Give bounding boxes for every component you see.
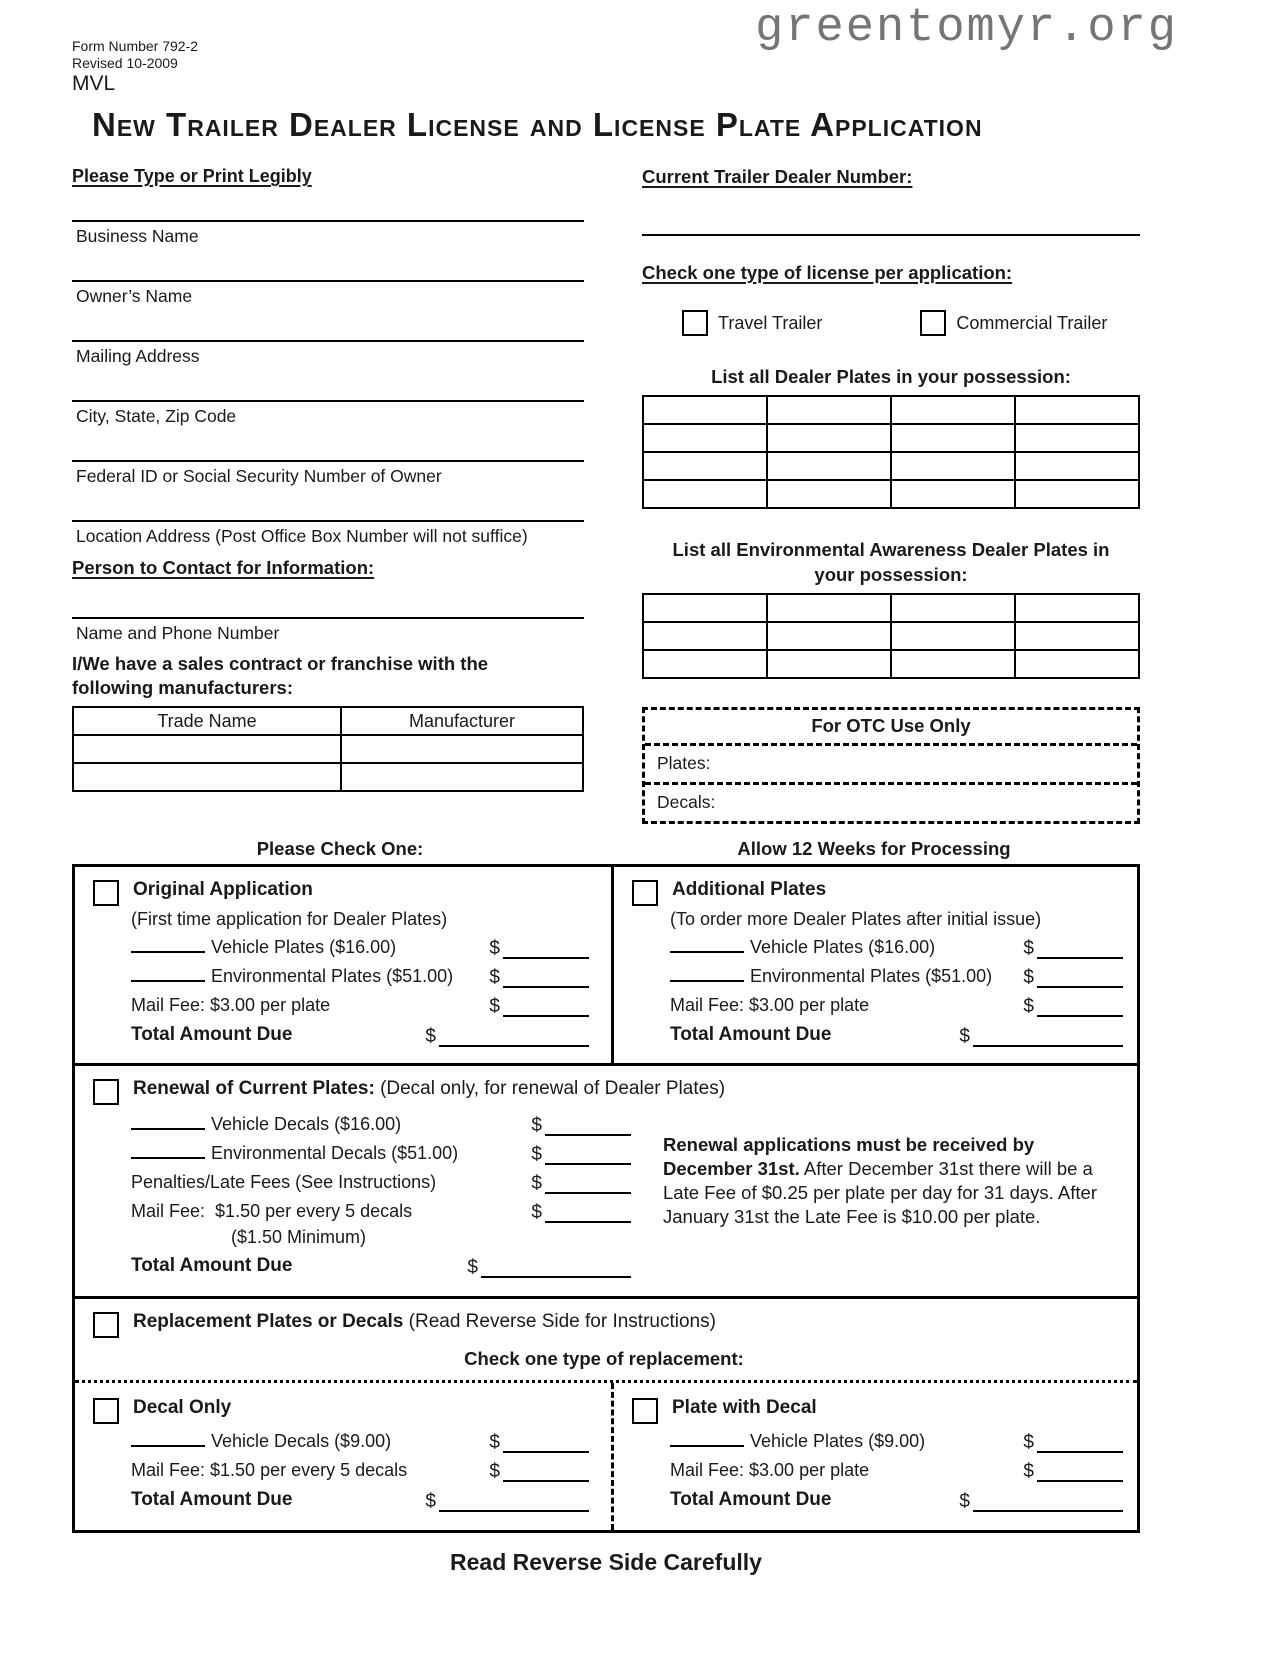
manufacturer-cell[interactable] <box>341 735 583 763</box>
plate-with-decal-title: Plate with Decal <box>672 1397 817 1418</box>
additional-vehicle-plates-amount[interactable] <box>1037 942 1123 959</box>
decal-only-title: Decal Only <box>133 1397 232 1418</box>
renewal-deadline-notice <box>663 1133 1123 1278</box>
renewal-total-label: Total Amount Due <box>131 1255 293 1276</box>
commercial-trailer-option <box>920 310 1107 336</box>
city-state-zip-label: City, State, Zip Code <box>76 406 237 426</box>
dealer-plates-table <box>642 395 1140 509</box>
environmental-plates-heading: List all Environmental Awareness Dealer Plates in your possession: <box>672 539 1110 585</box>
replacement-subtitle: (Read Reverse Side for Instructions) <box>408 1311 716 1332</box>
otc-plates-label: Plates: <box>657 753 711 773</box>
original-total-label: Total Amount Due <box>131 1024 293 1045</box>
plate-cell[interactable] <box>1015 424 1139 452</box>
contact-name-phone-field[interactable] <box>72 617 584 644</box>
plate-cell[interactable] <box>1015 594 1139 622</box>
plate-cell[interactable] <box>767 452 891 480</box>
dollar-sign: $ <box>1023 938 1034 959</box>
additional-environmental-plates-qty[interactable] <box>670 967 744 982</box>
dollar-sign: $ <box>531 1202 542 1223</box>
application-options-box <box>72 864 1140 1533</box>
dollar-sign: $ <box>489 996 500 1017</box>
otc-title: For OTC Use Only <box>645 710 1137 746</box>
renewal-fees <box>131 1107 631 1278</box>
additional-mail-fee-label: Mail Fee: $3.00 per plate <box>670 995 870 1015</box>
agency-abbreviation: MVL <box>72 72 116 95</box>
page-title: New Trailer Dealer License and License Plate Application <box>92 106 983 143</box>
original-total-amount[interactable] <box>439 1030 589 1047</box>
renewal-mail-fee-minimum: ($1.50 Minimum) <box>231 1227 367 1247</box>
renewal-penalties-amount[interactable] <box>545 1177 631 1194</box>
trade-name-cell[interactable] <box>73 763 341 791</box>
location-address-field[interactable] <box>72 520 584 547</box>
dollar-sign: $ <box>489 1461 500 1482</box>
mailing-address-label: Mailing Address <box>76 346 200 366</box>
franchise-statement: I/We have a sales contract or franchise with the following manufacturers: <box>72 653 489 698</box>
dollar-sign: $ <box>959 1026 970 1047</box>
dollar-sign: $ <box>489 1432 500 1453</box>
plate-cell[interactable] <box>1015 480 1139 508</box>
additional-total-label: Total Amount Due <box>670 1024 832 1045</box>
city-state-zip-field[interactable] <box>72 400 584 427</box>
otc-plates-row <box>645 746 1137 785</box>
manufacturer-header: Manufacturer <box>341 707 583 735</box>
dollar-sign: $ <box>1023 1432 1034 1453</box>
plate-cell[interactable] <box>1015 622 1139 650</box>
plate-cell[interactable] <box>1015 396 1139 424</box>
replacement-check-heading: Check one type of replacement: <box>464 1348 744 1369</box>
plate-with-decal-vehicle-plates-label: Vehicle Plates ($9.00) <box>750 1431 926 1451</box>
decal-only-vehicle-decals-label: Vehicle Decals ($9.00) <box>211 1431 392 1451</box>
renewal-total-amount[interactable] <box>481 1261 631 1278</box>
renewal-penalties-label: Penalties/Late Fees (See Instructions) <box>131 1172 437 1192</box>
dollar-sign: $ <box>467 1257 478 1278</box>
decal-only-mail-fee-amount[interactable] <box>503 1465 589 1482</box>
additional-plates-title: Additional Plates <box>672 879 827 900</box>
plate-with-decal-section <box>611 1383 1137 1530</box>
owner-name-field[interactable] <box>72 280 584 307</box>
commercial-trailer-label: Commercial Trailer <box>956 312 1108 333</box>
original-environmental-plates-qty[interactable] <box>131 967 205 982</box>
dollar-sign: $ <box>425 1491 436 1512</box>
manufacturer-table <box>72 706 584 792</box>
original-application-section <box>75 867 611 1063</box>
owner-name-label: Owner’s Name <box>76 286 193 306</box>
renewal-mail-fee-value: $1.50 per every 5 decals <box>215 1201 413 1221</box>
manufacturer-cell[interactable] <box>341 763 583 791</box>
original-application-subtitle: (First time application for Dealer Plates) <box>131 909 448 929</box>
table-row <box>73 735 583 763</box>
plate-with-decal-mail-fee-label: Mail Fee: $3.00 per plate <box>670 1460 870 1480</box>
plate-cell[interactable] <box>891 396 1015 424</box>
replacement-checkbox[interactable] <box>93 1312 119 1338</box>
decal-only-vehicle-decals-qty[interactable] <box>131 1432 205 1447</box>
renewal-environmental-decals-qty[interactable] <box>131 1144 205 1159</box>
plate-with-decal-vehicle-plates-qty[interactable] <box>670 1432 744 1447</box>
trade-name-header: Trade Name <box>73 707 341 735</box>
plate-cell[interactable] <box>767 424 891 452</box>
plate-cell[interactable] <box>891 480 1015 508</box>
plate-cell[interactable] <box>767 396 891 424</box>
replacement-title-line <box>133 1311 716 1333</box>
contact-heading: Person to Contact for Information: <box>72 557 375 578</box>
replacement-options-row <box>75 1383 1137 1530</box>
plate-cell[interactable] <box>767 594 891 622</box>
otc-decals-label: Decals: <box>657 792 716 812</box>
table-row <box>73 763 583 791</box>
plate-cell[interactable] <box>1015 650 1139 678</box>
plate-with-decal-mail-fee-amount[interactable] <box>1037 1465 1123 1482</box>
business-name-label: Business Name <box>76 226 199 246</box>
dollar-sign: $ <box>531 1173 542 1194</box>
renewal-notice-bold: Renewal applications must be received by December 31st. <box>663 1134 1035 1179</box>
decal-only-total-amount[interactable] <box>439 1495 589 1512</box>
renewal-subtitle: (Decal only, for renewal of Dealer Plates) <box>380 1078 726 1099</box>
original-application-checkbox[interactable] <box>93 880 119 906</box>
additional-plates-subtitle: (To order more Dealer Plates after initial issue) <box>670 909 1042 929</box>
location-address-label: Location Address (Post Office Box Number will not suffice) <box>76 526 528 546</box>
original-mail-fee-label: Mail Fee: $3.00 per plate <box>131 995 331 1015</box>
processing-note: Allow 12 Weeks for Processing <box>737 838 1011 859</box>
right-column <box>642 166 1140 824</box>
commercial-trailer-checkbox[interactable] <box>920 310 946 336</box>
plate-cell[interactable] <box>1015 452 1139 480</box>
dollar-sign: $ <box>425 1026 436 1047</box>
decal-only-checkbox[interactable] <box>93 1398 119 1424</box>
form-number: Form Number 792-2 <box>72 38 199 54</box>
mailing-address-field[interactable] <box>72 340 584 367</box>
plate-cell[interactable] <box>767 622 891 650</box>
otc-decals-row <box>645 785 1137 821</box>
license-type-options <box>682 310 1140 336</box>
original-vehicle-plates-qty[interactable] <box>131 938 205 953</box>
plate-cell[interactable] <box>891 424 1015 452</box>
additional-mail-fee-amount[interactable] <box>1037 1000 1123 1017</box>
plate-with-decal-checkbox[interactable] <box>632 1398 658 1424</box>
dollar-sign: $ <box>531 1144 542 1165</box>
renewal-title: Renewal of Current Plates: <box>133 1078 375 1099</box>
renewal-vehicle-decals-label: Vehicle Decals ($16.00) <box>211 1114 402 1134</box>
renewal-checkbox[interactable] <box>93 1079 119 1105</box>
federal-id-field[interactable] <box>72 460 584 487</box>
original-vehicle-plates-label: Vehicle Plates ($16.00) <box>211 937 397 957</box>
dealer-number-writein[interactable] <box>642 234 1140 236</box>
plate-cell[interactable] <box>891 622 1015 650</box>
trade-name-cell[interactable] <box>73 735 341 763</box>
renewal-notice-rest: After December 31st there will be a Late Fee of $0.25 per plate per day for 31 days. After January 31st the Late Fee is $10.00 per plate. <box>663 1158 1098 1227</box>
plate-cell[interactable] <box>643 594 767 622</box>
business-name-field[interactable] <box>72 220 584 247</box>
renewal-vehicle-decals-qty[interactable] <box>131 1115 205 1130</box>
dealer-number-heading: Current Trailer Dealer Number: <box>642 166 913 187</box>
renewal-mail-fee-label: Mail Fee: <box>131 1201 206 1221</box>
dollar-sign: $ <box>531 1115 542 1136</box>
plate-with-decal-vehicle-plates-amount[interactable] <box>1037 1436 1123 1453</box>
original-additional-row <box>75 867 1137 1063</box>
contact-name-phone-label: Name and Phone Number <box>76 623 280 643</box>
form-revised-date: Revised 10-2009 <box>72 55 178 71</box>
decal-only-mail-fee-label: Mail Fee: $1.50 per every 5 decals <box>131 1460 408 1480</box>
decal-only-vehicle-decals-amount[interactable] <box>503 1436 589 1453</box>
renewal-environmental-decals-label: Environmental Decals ($51.00) <box>211 1143 459 1163</box>
plate-cell[interactable] <box>643 424 767 452</box>
additional-plates-checkbox[interactable] <box>632 880 658 906</box>
travel-trailer-checkbox[interactable] <box>682 310 708 336</box>
decal-only-total-label: Total Amount Due <box>131 1489 293 1510</box>
replacement-title: Replacement Plates or Decals <box>133 1311 404 1332</box>
additional-vehicle-plates-qty[interactable] <box>670 938 744 953</box>
otc-decals-writein[interactable] <box>715 792 1137 813</box>
top-columns <box>72 166 1140 824</box>
otc-plates-writein[interactable] <box>711 753 1138 774</box>
plate-cell[interactable] <box>643 452 767 480</box>
dollar-sign: $ <box>959 1491 970 1512</box>
renewal-vehicle-decals-amount[interactable] <box>545 1119 631 1136</box>
dollar-sign: $ <box>489 967 500 988</box>
renewal-section <box>75 1063 1137 1296</box>
original-vehicle-plates-amount[interactable] <box>503 942 589 959</box>
travel-trailer-label: Travel Trailer <box>718 312 823 333</box>
decal-only-section <box>75 1383 611 1530</box>
travel-trailer-option <box>682 310 822 336</box>
dollar-sign: $ <box>1023 1461 1034 1482</box>
license-type-heading: Check one type of license per application: <box>642 262 1013 283</box>
plate-cell[interactable] <box>891 650 1015 678</box>
plate-cell[interactable] <box>643 396 767 424</box>
replacement-section <box>75 1296 1137 1530</box>
original-application-title: Original Application <box>133 879 313 900</box>
additional-total-amount[interactable] <box>973 1030 1123 1047</box>
original-environmental-plates-amount[interactable] <box>503 971 589 988</box>
left-column <box>72 166 584 824</box>
plate-cell[interactable] <box>891 452 1015 480</box>
reverse-side-note: Read Reverse Side Carefully <box>450 1549 762 1575</box>
additional-environmental-plates-label: Environmental Plates ($51.00) <box>750 966 993 986</box>
additional-environmental-plates-amount[interactable] <box>1037 971 1123 988</box>
plate-cell[interactable] <box>891 594 1015 622</box>
original-mail-fee-amount[interactable] <box>503 1000 589 1017</box>
plate-cell[interactable] <box>643 650 767 678</box>
dollar-sign: $ <box>1023 967 1034 988</box>
plate-with-decal-total-amount[interactable] <box>973 1495 1123 1512</box>
additional-plates-section <box>611 867 1137 1063</box>
dollar-sign: $ <box>1023 996 1034 1017</box>
otc-use-only-box <box>642 707 1140 824</box>
form-page <box>72 0 1178 1576</box>
plate-with-decal-total-label: Total Amount Due <box>670 1489 832 1510</box>
type-or-print-heading: Please Type or Print Legibly <box>72 166 312 186</box>
additional-vehicle-plates-label: Vehicle Plates ($16.00) <box>750 937 936 957</box>
plate-cell[interactable] <box>643 480 767 508</box>
please-check-one-heading: Please Check One: <box>256 838 424 859</box>
renewal-mail-fee-amount[interactable] <box>545 1206 631 1223</box>
environmental-plates-table <box>642 593 1140 679</box>
section-headings <box>72 838 1140 860</box>
renewal-environmental-decals-amount[interactable] <box>545 1148 631 1165</box>
original-environmental-plates-label: Environmental Plates ($51.00) <box>211 966 454 986</box>
dollar-sign: $ <box>489 938 500 959</box>
plate-cell[interactable] <box>643 622 767 650</box>
dealer-plates-heading: List all Dealer Plates in your possession: <box>711 366 1071 387</box>
renewal-title-line <box>133 1078 725 1100</box>
watermark-text: greentomyr.org <box>755 2 1178 55</box>
plate-cell[interactable] <box>767 480 891 508</box>
plate-cell[interactable] <box>767 650 891 678</box>
federal-id-label: Federal ID or Social Security Number of Owner <box>76 466 442 486</box>
manufacturer-table-header-row <box>73 707 583 735</box>
